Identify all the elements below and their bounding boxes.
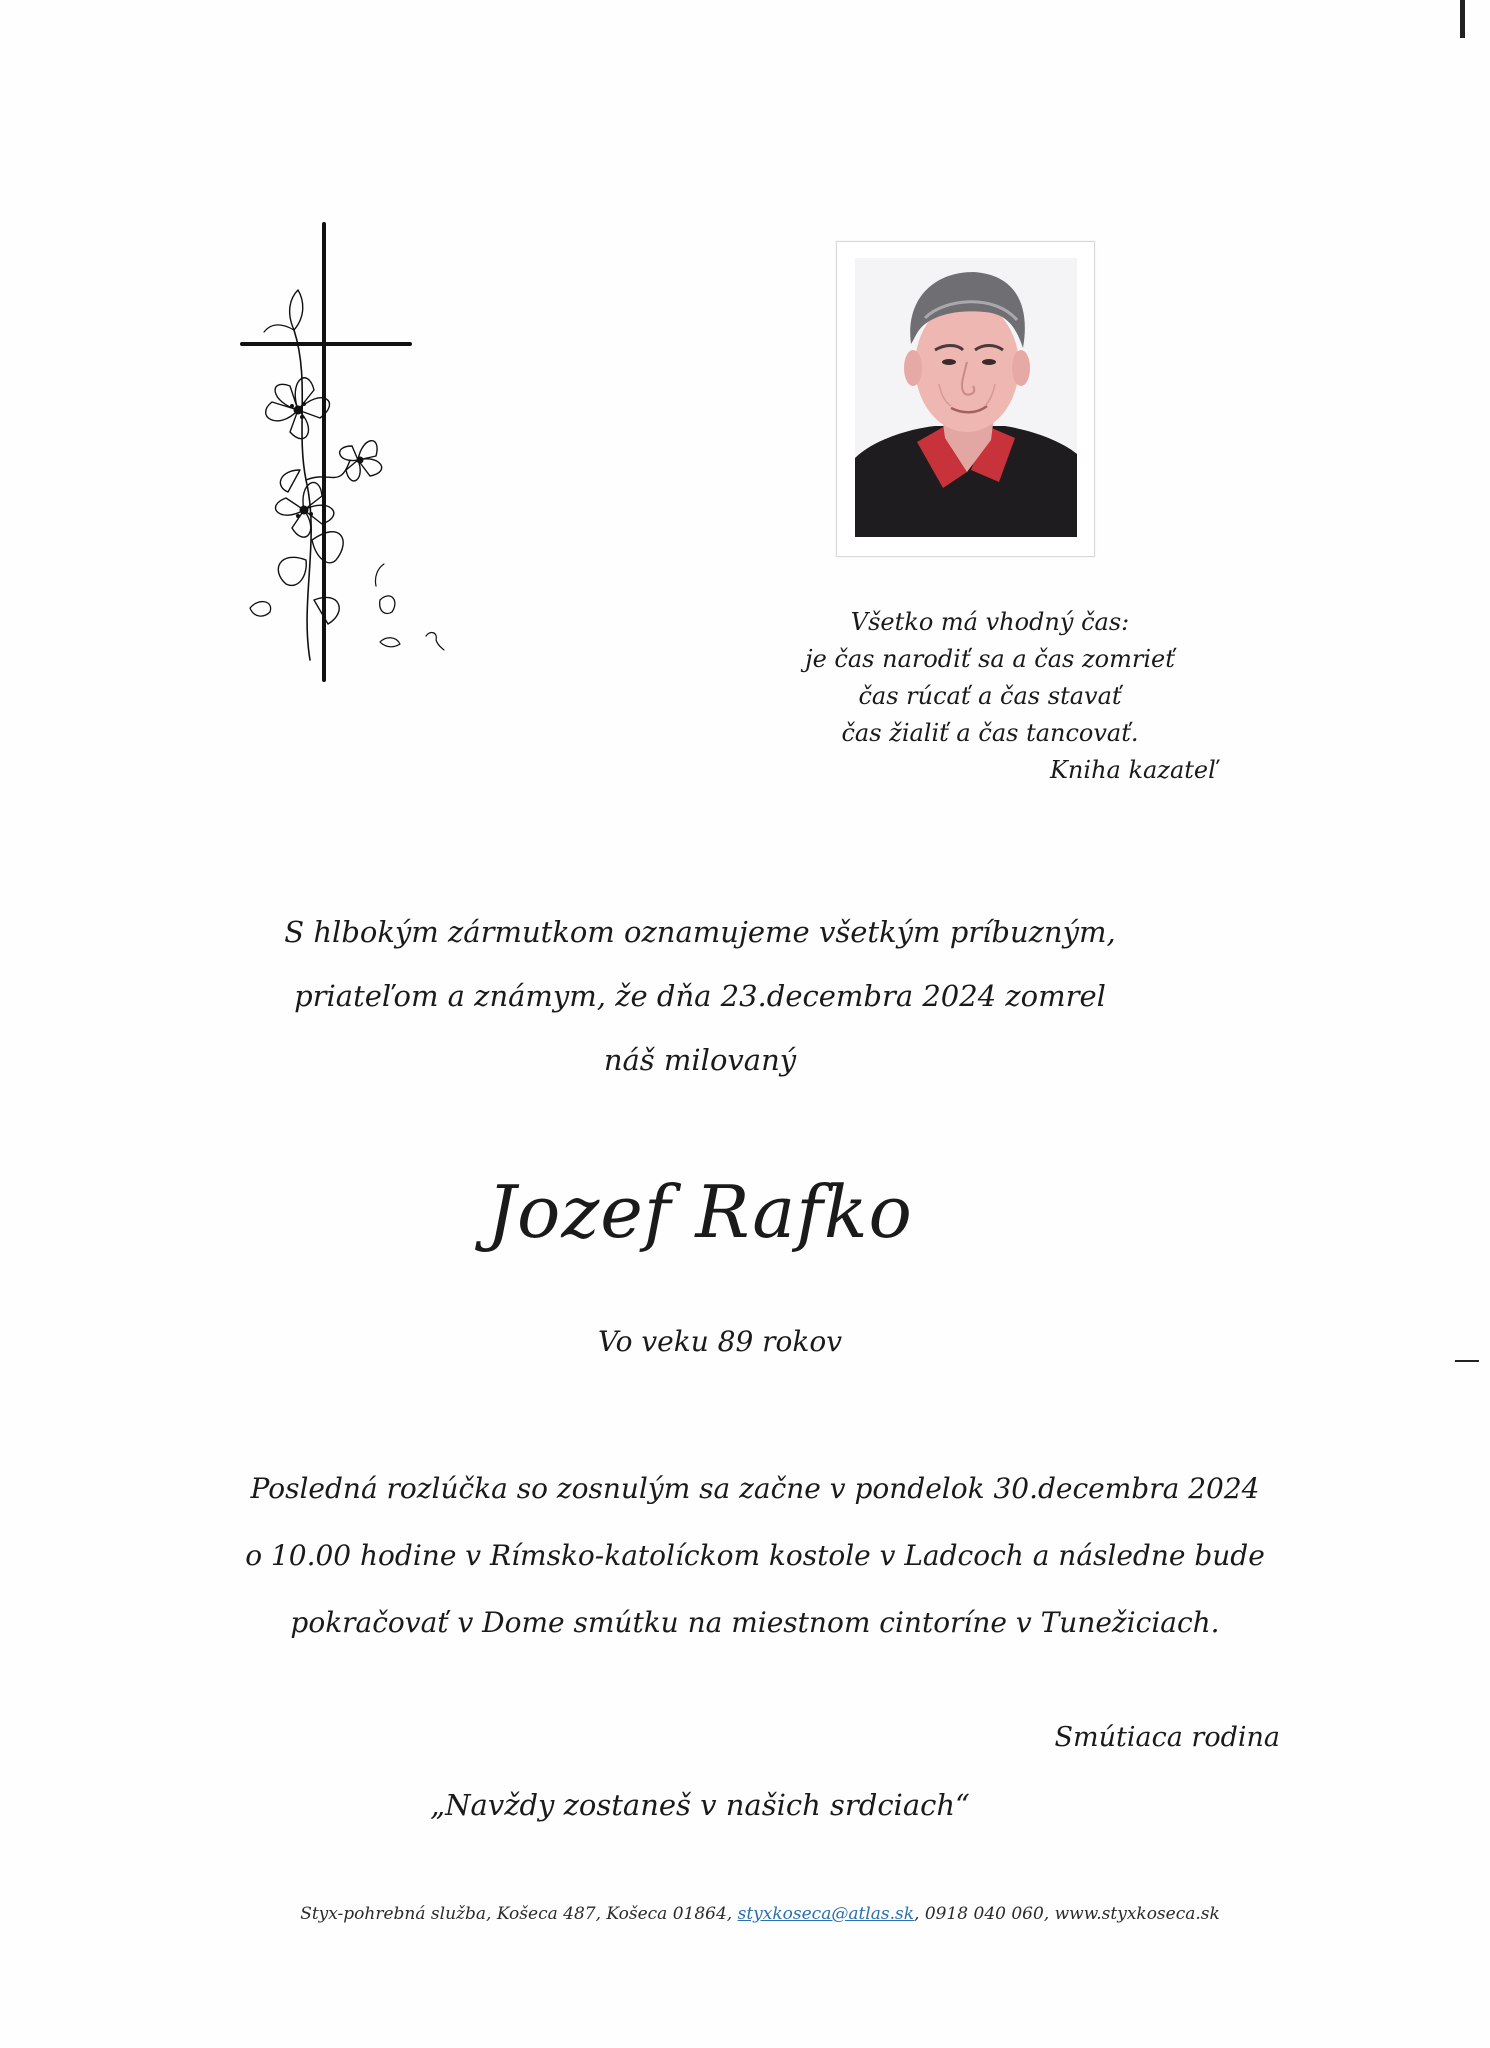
memorial-motto: „Navždy zostaneš v našich srdciach“ — [430, 1788, 970, 1822]
footer-email-link[interactable]: styxkoseca@atlas.sk — [737, 1904, 915, 1924]
verse-line: čas rúcať a čas stavať — [858, 682, 1122, 710]
family-signature: Smútiaca rodina — [1054, 1722, 1280, 1753]
deceased-name: Jozef Rafko — [487, 1170, 913, 1254]
death-announcement — [200, 900, 1200, 1092]
verse-attribution: Kniha kazateľ — [1050, 756, 1218, 784]
verse-line: je čas narodiť sa a čas zomrieť — [805, 645, 1175, 673]
footer-address: Styx-pohrebná služba, Košeca 487, Košeca 01864, — [300, 1904, 738, 1924]
cross-with-flowers-icon — [240, 220, 470, 690]
funeral-service-footer — [160, 1904, 1360, 1924]
funeral-line: o 10.00 hodine v Rímsko-katolíckom kostole v Ladcoch a následne bude — [245, 1539, 1265, 1572]
scan-edge-mark — [1460, 0, 1465, 38]
verse-line: Všetko má vhodný čas: — [850, 608, 1130, 636]
announcement-line: S hlbokým zármutkom oznamujeme všetkým príbuzným, — [284, 915, 1116, 949]
verse-line: čas žialiť a čas tancovať. — [841, 719, 1139, 747]
announcement-line: priateľom a známym, že dňa 23.decembra 2024 zomrel — [294, 979, 1106, 1013]
portrait-photo — [855, 258, 1077, 537]
announcement-line: náš milovaný — [603, 1043, 797, 1077]
deceased-age: Vo veku 89 rokov — [597, 1325, 843, 1358]
bible-verse — [720, 604, 1260, 784]
funeral-line: Posledná rozlúčka so zosnulým sa začne v pondelok 30.decembra 2024 — [250, 1472, 1260, 1505]
portrait-photo-frame — [836, 241, 1095, 557]
funeral-details — [140, 1455, 1370, 1656]
footer-contact: , 0918 040 060, www.styxkoseca.sk — [914, 1904, 1220, 1924]
scan-edge-mark — [1455, 1360, 1479, 1362]
funeral-line: pokračovať v Dome smútku na miestnom cintoríne v Tunežiciach. — [290, 1606, 1220, 1639]
